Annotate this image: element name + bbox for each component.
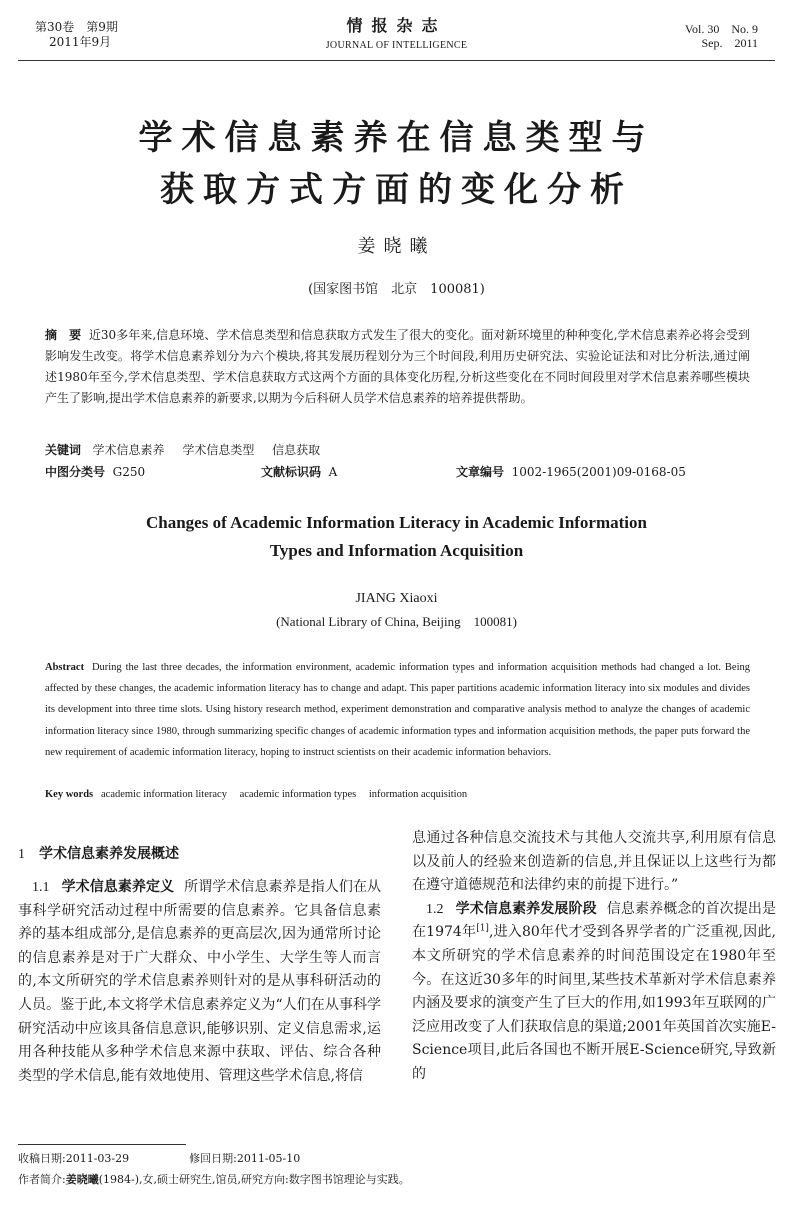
title-en-line1: Changes of Academic Information Literacy in Academic Information (146, 513, 647, 532)
doc-label: 文献标识码 (261, 465, 322, 479)
revised-date: 修回日期:2011-05-10 (189, 1152, 301, 1165)
header-month-year: Sep. 2011 (701, 36, 758, 50)
body-paragraph-continued: 息通过各种信息交流技术与其他人交流共享,利用原有信息以及前人的经验来创造新的信息,并且保证以上这些行为都在遵守道德规范和法律约束的前提下进行。” (412, 830, 776, 894)
abstract-en (45, 657, 750, 763)
subsection-number: 1.1 (32, 880, 50, 895)
body-paragraph: ,进入80年代才受到各界学者的广泛重视,因此,本文所研究的学术信息素养的时间范围设定在1980年至今。在这近30多年的时间里,某些技术革新对学术信息素养内涵及要求的演变产生了巨大的作用,如1993年互联网的广泛应用改变了人们获取信息的渠道;2001年英国首次实施E-Science项目,此后各国也不断开展E-Science研究,导致新的 (412, 924, 776, 1082)
keyword-cn-item: 学术信息素养 (92, 443, 165, 457)
keywords-en-label: Key words (45, 789, 94, 800)
body-column-right (412, 827, 776, 1087)
clc-number (45, 462, 145, 482)
affiliation-en: (National Library of China, Beijing 100081) (276, 614, 517, 629)
header-journal (250, 16, 543, 53)
doc-value: A (328, 465, 338, 479)
header-date: 2011年9月 (49, 35, 112, 49)
keywords-cn (45, 440, 334, 460)
bio-text: (1984-),女,硕士研究生,馆员,研究方向:数字图书馆理论与实践。 (98, 1173, 410, 1186)
section-heading-1 (18, 843, 179, 866)
subsection-title: 学术信息素养定义 (61, 879, 175, 895)
keyword-cn-item: 学术信息类型 (182, 443, 255, 457)
article-label: 文章编号 (456, 465, 505, 479)
keyword-en-item: information acquisition (368, 789, 468, 800)
bio-label: 作者简介: (18, 1173, 66, 1186)
affiliation-cn: (国家图书馆 北京 100081) (308, 282, 485, 297)
title-en-line2: Types and Information Acquisition (269, 541, 524, 560)
citation-ref[interactable]: [1] (476, 923, 489, 934)
keywords-cn-label: 关键词 (45, 443, 82, 457)
keyword-en-item: academic information types (239, 789, 357, 800)
clc-value: G250 (112, 465, 146, 479)
section-title: 学术信息素养发展概述 (39, 846, 179, 862)
abstract-cn-label: 摘 要 (45, 328, 82, 342)
journal-name-cn: 情报杂志 (346, 16, 447, 35)
abstract-en-label: Abstract (45, 662, 85, 673)
body-paragraph: 信息素养概念的首次提出是在1974年 (412, 900, 776, 941)
body-column-left (18, 876, 381, 1088)
abstract-cn (45, 325, 750, 409)
paper-title-cn (0, 112, 793, 216)
doc-code (261, 462, 337, 482)
paper-title-en (0, 509, 793, 565)
subsection-1-2 (412, 898, 776, 1087)
header-vol-no: Vol. 30 No. 9 (684, 22, 758, 36)
header-issue-en (685, 22, 758, 50)
subsection-title: 学术信息素养发展阶段 (455, 900, 597, 917)
section-number: 1 (18, 847, 25, 862)
bio-name: 姜晓曦 (65, 1173, 99, 1186)
header-issue-cn (35, 20, 118, 50)
journal-name-en: JOURNAL OF INTELLIGENCE (325, 40, 468, 51)
footnote-bio (18, 1171, 410, 1188)
received-date: 收稿日期:2011-03-29 (18, 1152, 130, 1165)
body-paragraph: 所谓学术信息素养是指人们在从事科学研究活动过程中所需要的信息素养。它具备信息素养的基本组成部分,是信息素养的更高层次,因为通常所讨论的信息素养是对于广大群众、中小学生、大学生等人而言的,本文所研究的学术信息素养则针对的是从事科研活动的人员。鉴于此,本文将学术信息素养定义为“人们在从事科学研究活动中应该具备信息意识,能够识别、定义信息需求,运用各种技能从多种学术信息来源中获取、评估、综合各种类型的学术信息,能有效地使用、管理这些学术信息,将信 (18, 879, 382, 1084)
clc-label: 中图分类号 (45, 465, 106, 479)
keyword-en-item: academic information literacy (101, 789, 227, 800)
keywords-en (45, 785, 477, 805)
abstract-en-text: During the last three decades, the information environment, academic information types and information acquisition methods had changed a lot. Being affected by these changes, the academic information literacy has to change and adapt. This paper partitions academic information literacy into six modules and divides its development into three time slots. Using history research method, experiment demonstration and comparative analysis method to analyze the changes of academic information literacy since 1980, through summarizing specific changes of academic information types and information acquisition methods, the paper puts forward the new requirement of academic information literacy, hoping to instruct scientists on their academic information behaviors. (45, 662, 750, 758)
subsection-number: 1.2 (426, 901, 444, 917)
header-rule (18, 60, 775, 61)
author-cn: 姜晓曦 (357, 236, 436, 257)
abstract-cn-text: 近30多年来,信息环境、学术信息类型和信息获取方式发生了很大的变化。面对新环境里的种种变化,学术信息素养必将会受到影响发生改变。将学术信息素养划分为六个模块,将其发展历程划分为三个时间段,利用历史研究法、实验论证法和对比分析法,通过阐述1980年至今,学术信息类型、学术信息获取方式这两个方面的具体变化历程,分析这些变化在不同时间段里对学术信息素养哪些模块产生了影响,提出学术信息素养的新要求,以期为今后科研人员学术信息素养的培养提供帮助。 (45, 328, 750, 405)
title-cn-line1: 学术信息素养在信息类型与 (138, 118, 655, 158)
header-volume: 第30卷 第9期 (35, 20, 118, 34)
author-en: JIANG Xiaoxi (355, 591, 438, 606)
footnote-dates (18, 1150, 300, 1167)
footnote-rule (18, 1144, 186, 1145)
keyword-cn-item: 信息获取 (272, 443, 321, 457)
title-cn-line2: 获取方式方面的变化分析 (160, 170, 633, 210)
article-value: 1002-1965(2001)09-0168-05 (511, 465, 686, 479)
article-number (456, 462, 686, 482)
